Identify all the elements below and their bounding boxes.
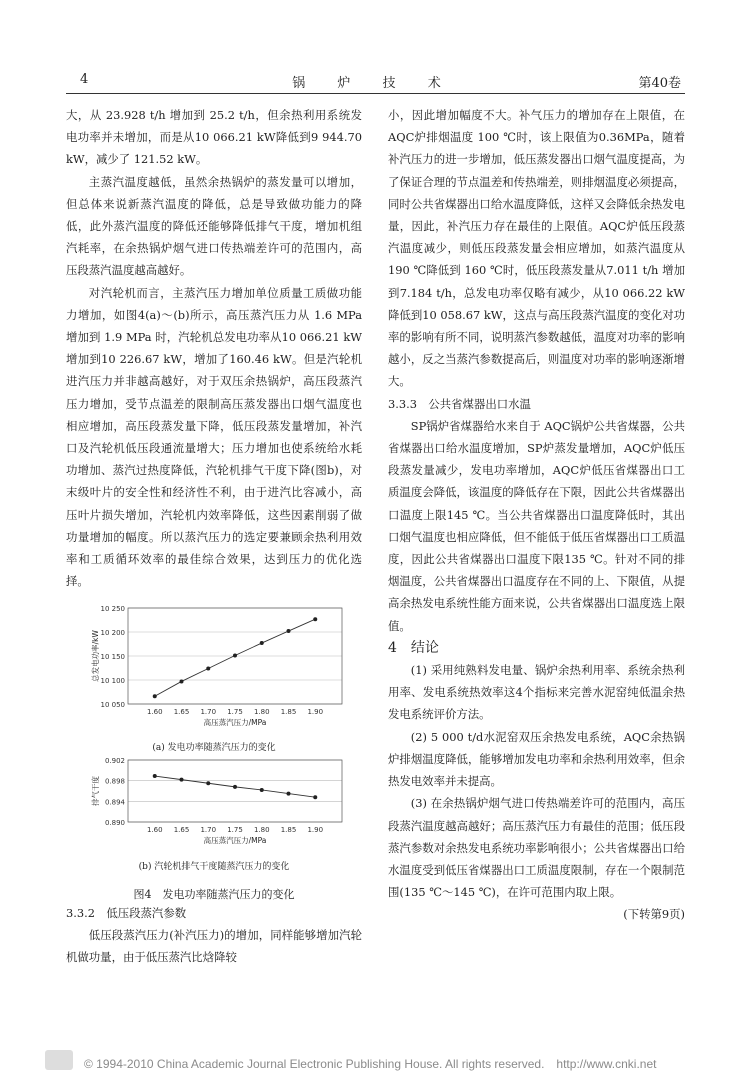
- x-tick-label: 1.75: [227, 825, 243, 834]
- conclusion-item: (1) 采用纯熟料发电量、锅炉余热利用率、系统余热利用率、发电系统热效率这4个指标来完善水泥窑纯低温余热发电系统评价方法。: [388, 663, 685, 722]
- series-line: [155, 620, 316, 697]
- y-tick-label: 0.890: [104, 818, 125, 827]
- paragraph: 大，从 23.928 t/h 增加到 25.2 t/h，但余热利用系统发电功率并未增加，而是从10 066.21 kW降低到9 944.70 kW，减少了 121.52 kW。: [66, 108, 362, 167]
- volume-label: 第40卷: [638, 76, 681, 91]
- x-axis-label: 高压蒸汽压力/MPa: [203, 835, 267, 845]
- y-axis-label: 排气干度: [91, 775, 100, 806]
- conclusion-item: (3) 在余热锅炉烟气进口传热端差许可的范围内，高压段蒸汽温度越高越好；高压蒸汽压力有最佳的范围；低压段蒸汽参数对余热发电系统功率影响很小；公共省煤器出口给水温度受到低压省煤器出口工质温度限制，存在一个限制范围(135 ℃～145 ℃)，在许可范围内取上限。: [388, 796, 685, 900]
- paragraph: 低压段蒸汽压力(补汽压力)的增加，同样能够增加汽轮机做功量，由于低压蒸汽比焓降较: [66, 928, 362, 965]
- data-point: [153, 695, 157, 699]
- header-rule: [66, 93, 685, 94]
- data-point: [287, 630, 291, 634]
- y-tick-label: 0.894: [104, 798, 125, 807]
- data-point: [180, 680, 184, 684]
- x-tick-label: 1.85: [280, 708, 297, 717]
- right-column: [388, 104, 685, 926]
- conclusion-heading: 4 结论: [388, 639, 439, 656]
- left-column: [66, 104, 362, 968]
- x-tick-label: 1.75: [227, 708, 243, 717]
- data-point: [153, 774, 157, 778]
- y-tick-label: 0.898: [104, 777, 125, 786]
- x-tick-label: 1.60: [146, 825, 163, 834]
- y-axis-label: 总发电功率/kW: [91, 630, 100, 683]
- y-tick-label: 0.902: [104, 756, 125, 765]
- paragraph: 小，因此增加幅度不大。补气压力的增加存在上限值，在 AQC炉排烟温度 100 ℃时，该上限值为0.36MPa，随着补汽压力的进一步增加，低压蒸发器出口烟气温度提高，为了保证合理的节点温差和传热端差，则排烟温度必须提高，同时公共省煤器出口给水温度降低，这样又会降低余热发电量，因此，补汽压力存在最佳的上限值。AQC炉低压段蒸汽温度减少，则低压段蒸发量会相应增加，如蒸汽温度从 190 ℃降低到 160 ℃时，低压段蒸发量从7.011 t/h 增加到7.184 t/h，总发电功率仅略有减少，从10 066.22 kW降低到10 058.67 kW，这点与高压段蒸汽温度的变化对功率的影响有所不同，说明蒸汽参数越低，温度对功率的影响越小，反之当蒸汽参数提高后，则温度对功率的影响逐渐增大。: [388, 108, 685, 389]
- data-point: [260, 788, 264, 792]
- journal-title: 锅 炉 技 术: [292, 76, 455, 91]
- x-tick-label: 1.90: [307, 708, 324, 717]
- x-tick-label: 1.70: [200, 708, 217, 717]
- chart-b: [66, 754, 362, 852]
- paragraph: 对汽轮机而言，主蒸汽压力增加单位质量工质做功能力增加，如图4(a)～(b)所示，高压蒸汽压力从 1.6 MPa 增加到 1.9 MPa 时，汽轮机总发电功率从10 066.21 kW增加到10 226.67 kW，增加了160.46 kW。但是汽轮机进汽压力并非越高越好，对于双压余热锅炉，高压段蒸汽压力增加，受节点温差的限制高压蒸发器出口烟气温度也相应增加，高压段蒸发量下降，低压段蒸发量增加，补汽口及汽轮机低压段通流量增大；压力增加也使系统给水耗功增加、蒸汽过热度降低，汽轮机排气干度下降(图b)，对末级叶片的安全性和经济性不利，由于进汽比容减小，高压叶片损失增加，汽轮机内效率降低，这些因素削弱了做功量增加的幅度。所以蒸汽压力的选定要兼顾余热利用效率和工质循环效率的最佳综合效果，达到压力的优化选择。: [66, 285, 362, 589]
- x-tick-label: 1.90: [307, 825, 324, 834]
- y-tick-label: 10 100: [100, 677, 125, 686]
- data-point: [206, 781, 210, 785]
- y-tick-label: 10 250: [100, 605, 125, 614]
- section-heading: 3.3.2 低压段蒸汽参数: [66, 905, 187, 920]
- x-tick-label: 1.85: [280, 825, 297, 834]
- x-tick-label: 1.80: [253, 708, 270, 717]
- y-tick-label: 10 150: [100, 653, 125, 662]
- data-point: [233, 654, 237, 658]
- y-tick-label: 10 050: [100, 701, 125, 710]
- section-heading: 3.3.3 公共省煤器出口水温: [388, 396, 531, 411]
- paragraph: SP锅炉省煤器给水来自于 AQC锅炉公共省煤器，公共省煤器出口给水温度增加，SP炉蒸发量增加，AQC炉低压段蒸发量减少，发电功率增加，AQC炉低压省煤器出口工质温度会降低，该温度的降低存在下限，因此公共省煤器出口温度上限145 ℃。当公共省煤器出口温度降低时，其出口烟气温度也相应降低，但不能低于低压省煤器出口工质温度，因此公共省煤器出口温度下限135 ℃。针对不同的排烟温度，公共省煤器出口温度存在不同的上、下限值，从提高余热发电系统性能方面来说，公共省煤器出口温度选上限值。: [388, 418, 685, 633]
- data-point: [260, 642, 264, 646]
- x-tick-label: 1.70: [200, 825, 217, 834]
- chart-a: [66, 600, 362, 732]
- y-tick-label: 10 200: [100, 629, 125, 638]
- publisher-logo: [45, 1050, 73, 1070]
- data-point: [180, 777, 184, 781]
- x-axis-label: 高压蒸汽压力/MPa: [203, 718, 267, 728]
- plot-frame: [128, 760, 342, 822]
- chart-b-caption: (b) 汽轮机排气干度随蒸汽压力的变化: [138, 861, 290, 872]
- copyright-footer: © 1994-2010 China Academic Journal Electronic Publishing House. All rights reserved. http://www.cnki.net: [84, 1057, 657, 1071]
- figure-caption: 图4 发电功率随蒸汽压力的变化: [133, 887, 295, 901]
- continued-note: (下转第9页): [623, 907, 685, 922]
- x-tick-label: 1.65: [173, 825, 190, 834]
- paragraph: 主蒸汽温度越低，虽然余热锅炉的蒸发量可以增加，但总体来说新蒸汽温度的降低，总是导致做功能力的降低，此外蒸汽温度的降低还能够降低排气干度，增加机组汽耗率，在余热锅炉烟气进口传热端差许可的范围内，高压段蒸汽温度越高越好。: [66, 174, 362, 278]
- page-number: 4: [80, 72, 89, 87]
- chart-a-caption: (a) 发电功率随蒸汽压力的变化: [152, 742, 276, 753]
- conclusion-item: (2) 5 000 t/d水泥窑双压余热发电系统，AQC余热锅炉排烟温度降低，能够增加发电功率和余热利用效率，但余热发电效率并未提高。: [388, 729, 685, 789]
- data-point: [287, 791, 291, 795]
- x-tick-label: 1.65: [173, 708, 190, 717]
- figure-4: [66, 600, 362, 901]
- data-point: [233, 785, 237, 789]
- x-tick-label: 1.60: [146, 708, 163, 717]
- data-point: [206, 667, 210, 671]
- data-point: [313, 795, 317, 799]
- data-point: [313, 618, 317, 622]
- x-tick-label: 1.80: [253, 825, 270, 834]
